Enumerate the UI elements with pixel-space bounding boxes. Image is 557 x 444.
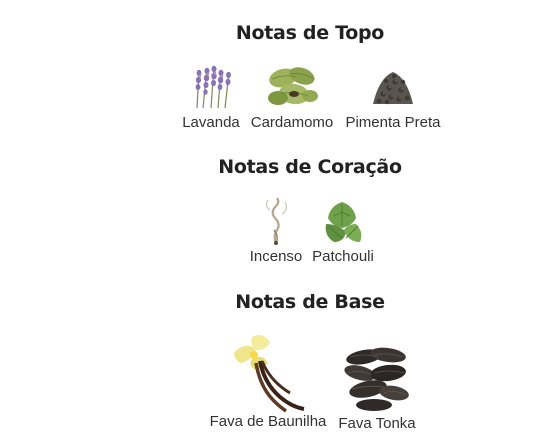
lavender-icon <box>187 64 235 110</box>
base-notes-heading: Notas de Base <box>235 291 385 313</box>
note-label: Lavanda <box>182 114 240 131</box>
note-label: Cardamomo <box>250 114 334 131</box>
incense-icon <box>258 196 294 246</box>
note-incense <box>246 196 306 265</box>
note-label: Fava Tonka <box>338 415 416 432</box>
vanilla-bean-icon <box>230 331 306 413</box>
top-notes-heading: Notas de Topo <box>235 22 385 44</box>
note-lavender <box>178 64 244 131</box>
note-patchouli <box>308 196 378 265</box>
heart-notes-heading: Notas de Coração <box>218 156 402 178</box>
note-label: Fava de Baunilha <box>209 413 327 430</box>
note-tonka-bean <box>334 343 420 432</box>
note-cardamom <box>245 64 339 131</box>
note-label: Incenso <box>249 248 303 265</box>
patchouli-icon <box>322 196 364 246</box>
tonka-bean-icon <box>344 343 410 413</box>
note-label: Pimenta Preta <box>345 114 441 131</box>
note-black-pepper <box>340 64 446 131</box>
note-label: Patchouli <box>312 248 374 265</box>
black-pepper-icon <box>369 64 417 110</box>
note-vanilla-bean <box>203 331 333 430</box>
cardamom-icon <box>266 64 318 110</box>
